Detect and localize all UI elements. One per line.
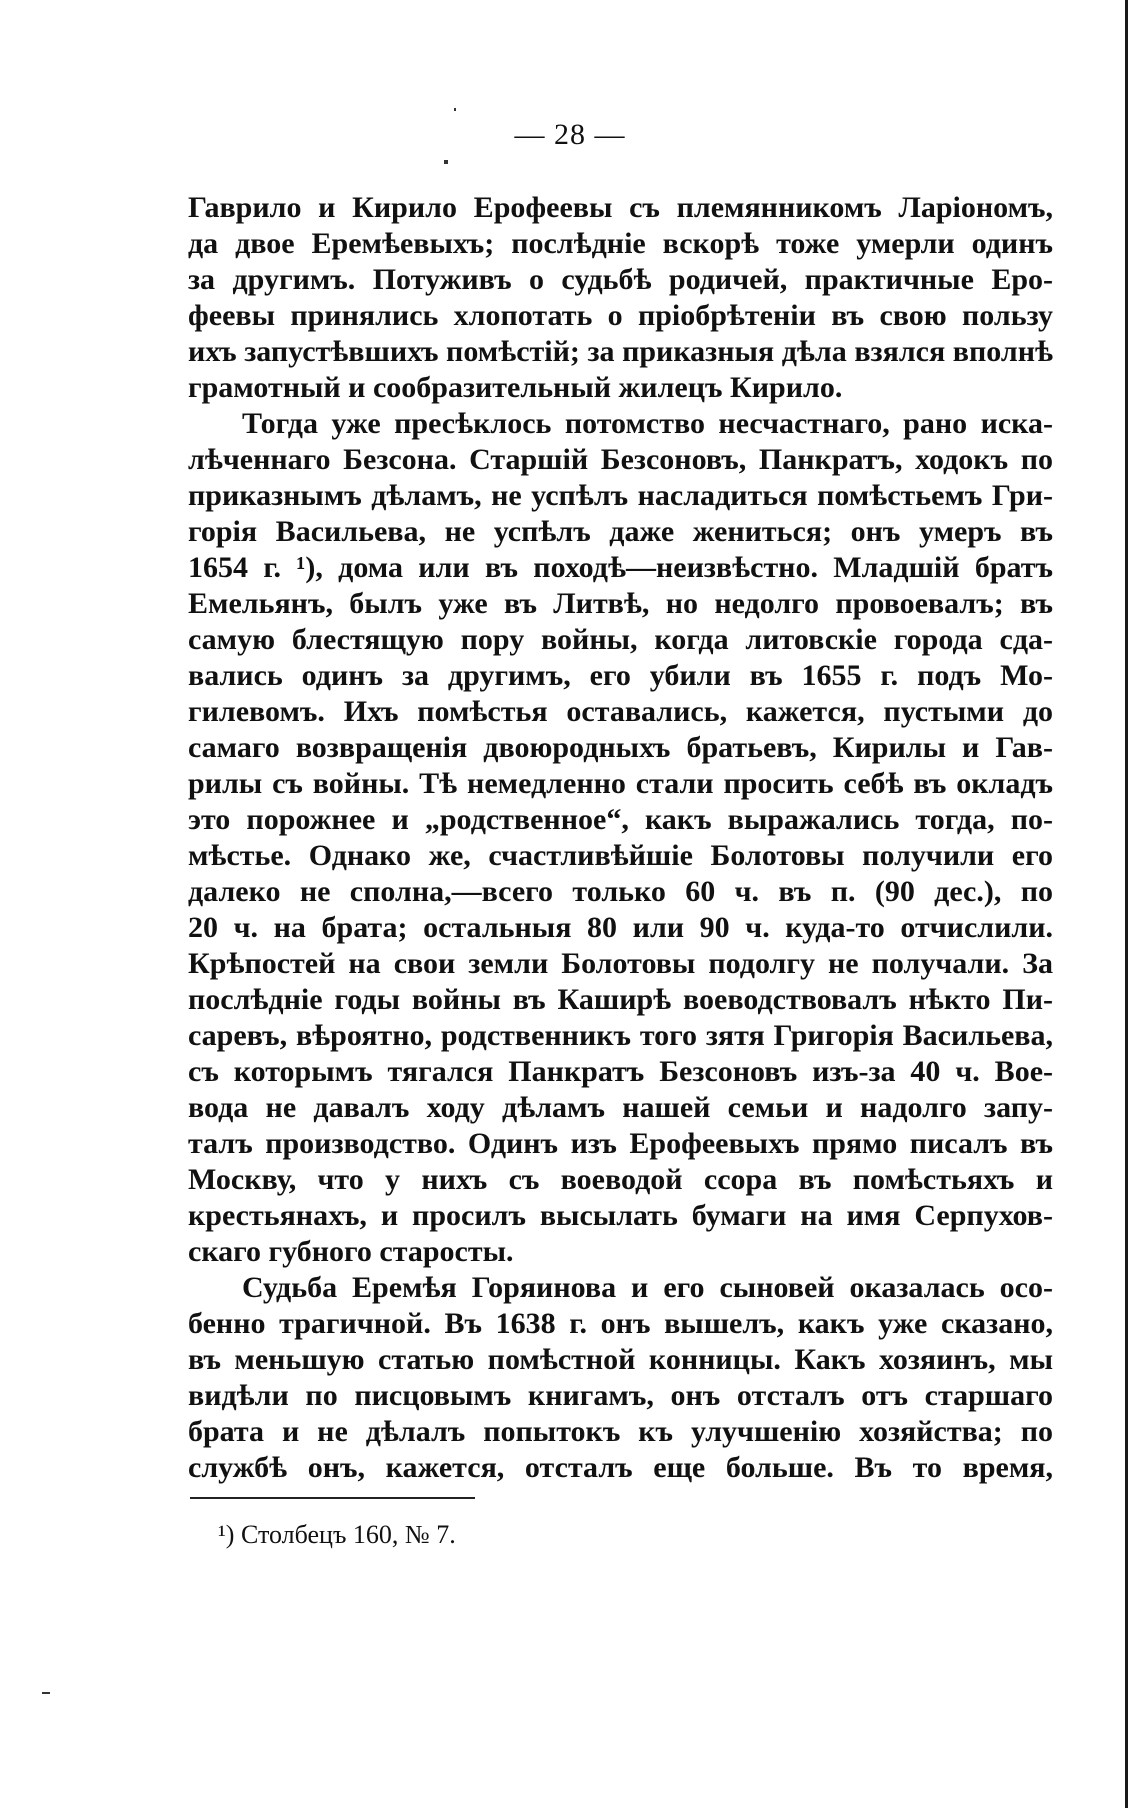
text-line: самую блестящую пору войны, когда литовскiе города сда- bbox=[188, 623, 1053, 656]
text-line: самаго возвращенiя двоюродныхъ братьевъ, Кирилы и Гав- bbox=[188, 731, 1053, 764]
text-line: рилы съ войны. Тѣ немедленно стали просить себѣ въ окладъ bbox=[188, 767, 1053, 800]
paragraph bbox=[188, 190, 1053, 406]
text-line: 20 ч. на брата; остальныя 80 или 90 ч. куда-то отчислили. bbox=[188, 911, 1053, 944]
text-line: Емельянъ, былъ уже въ Литвѣ, но недолго провоевалъ; въ bbox=[188, 587, 1053, 620]
text-line: талъ производство. Одинъ изъ Ерофеевыхъ прямо писалъ въ bbox=[188, 1127, 1053, 1160]
text-line: службѣ онъ, кажется, отсталъ еще больше. Въ то время, bbox=[188, 1451, 1053, 1484]
text-line: брата и не дѣлалъ попытокъ къ улучшенiю хозяйства; по bbox=[188, 1415, 1053, 1448]
text-line: приказнымъ дѣламъ, не успѣлъ насладиться помѣстьемъ Гри- bbox=[188, 479, 1053, 512]
paragraph bbox=[188, 1270, 1053, 1486]
body-text bbox=[188, 190, 1053, 1486]
text-line: гилевомъ. Ихъ помѣстья оставались, кажется, пустыми до bbox=[188, 695, 1053, 728]
text-line: за другимъ. Потуживъ о судьбѣ родичей, практичные Еро- bbox=[188, 263, 1053, 296]
text-line: лѣченнаго Безсона. Старшiй Безсоновъ, Панкратъ, ходокъ по bbox=[188, 443, 1053, 476]
text-line: вались одинъ за другимъ, его убили въ 1655 г. подъ Мо- bbox=[188, 659, 1053, 692]
text-line: послѣднiе годы войны въ Каширѣ воеводствовалъ нѣкто Пи- bbox=[188, 983, 1053, 1016]
text-line: да двое Еремѣевыхъ; послѣднiе вскорѣ тоже умерли одинъ bbox=[188, 227, 1053, 260]
text-line: 1654 г. ¹), дома или въ походѣ—неизвѣстно. Младшiй братъ bbox=[188, 551, 1053, 584]
text-line: Москву, что у нихъ съ воеводой ссора въ помѣстьяхъ и bbox=[188, 1163, 1053, 1196]
text-line: далеко не сполна,—всего только 60 ч. въ п. (90 дес.), по bbox=[188, 875, 1053, 908]
text-line: ихъ запустѣвшихъ помѣстiй; за приказныя дѣла взялся вполнѣ bbox=[188, 335, 1053, 368]
page-number: — 28 — bbox=[514, 118, 626, 151]
text-line: бенно трагичной. Въ 1638 г. онъ вышелъ, какъ уже сказано, bbox=[188, 1307, 1053, 1340]
text-line: это порожнее и „родственное“, какъ выражались тогда, по- bbox=[188, 803, 1053, 836]
text-line: горiя Васильева, не успѣлъ даже жениться; онъ умеръ въ bbox=[188, 515, 1053, 548]
footnote-divider bbox=[190, 1497, 475, 1499]
text-line: въ меньшую статью помѣстной конницы. Какъ хозяинъ, мы bbox=[188, 1343, 1053, 1376]
page-edge-shadow bbox=[1125, 0, 1128, 1808]
scan-speck bbox=[42, 1692, 50, 1694]
text-line: Тогда уже пресѣклось потомство несчастнаго, рано иска- bbox=[242, 407, 1053, 440]
text-line: крестьянахъ, и просилъ высылать бумаги на имя Серпухов- bbox=[188, 1199, 1053, 1232]
text-line: вода не давалъ ходу дѣламъ нашей семьи и надолго запу- bbox=[188, 1091, 1053, 1124]
text-line: Гаврило и Кирило Ерофеевы съ племянникомъ Ларiономъ, bbox=[188, 191, 1053, 224]
scan-speck bbox=[444, 160, 448, 164]
text-line: Крѣпостей на свои земли Болотовы подолгу не получали. За bbox=[188, 947, 1053, 980]
text-line: Судьба Еремѣя Горяинова и его сыновей оказалась осо- bbox=[242, 1271, 1053, 1304]
footnote: ¹) Столбецъ 160, № 7. bbox=[218, 1520, 456, 1549]
text-line: грамотный и сообразительный жилецъ Кирило. bbox=[188, 371, 843, 404]
text-line: мѣстье. Однако же, счастливѣйшiе Болотовы получили его bbox=[188, 839, 1053, 872]
paragraph bbox=[188, 406, 1053, 1270]
text-line: феевы принялись хлопотать о прiобрѣтенiи въ свою пользу bbox=[188, 299, 1053, 332]
text-line: съ которымъ тягался Панкратъ Безсоновъ изъ-за 40 ч. Вое- bbox=[188, 1055, 1053, 1088]
text-line: скаго губного старосты. bbox=[188, 1235, 514, 1268]
text-line: саревъ, вѣроятно, родственникъ того зятя Григорiя Васильева, bbox=[188, 1019, 1053, 1052]
scan-speck bbox=[454, 108, 456, 111]
text-line: видѣли по писцовымъ книгамъ, онъ отсталъ отъ старшаго bbox=[188, 1379, 1053, 1412]
